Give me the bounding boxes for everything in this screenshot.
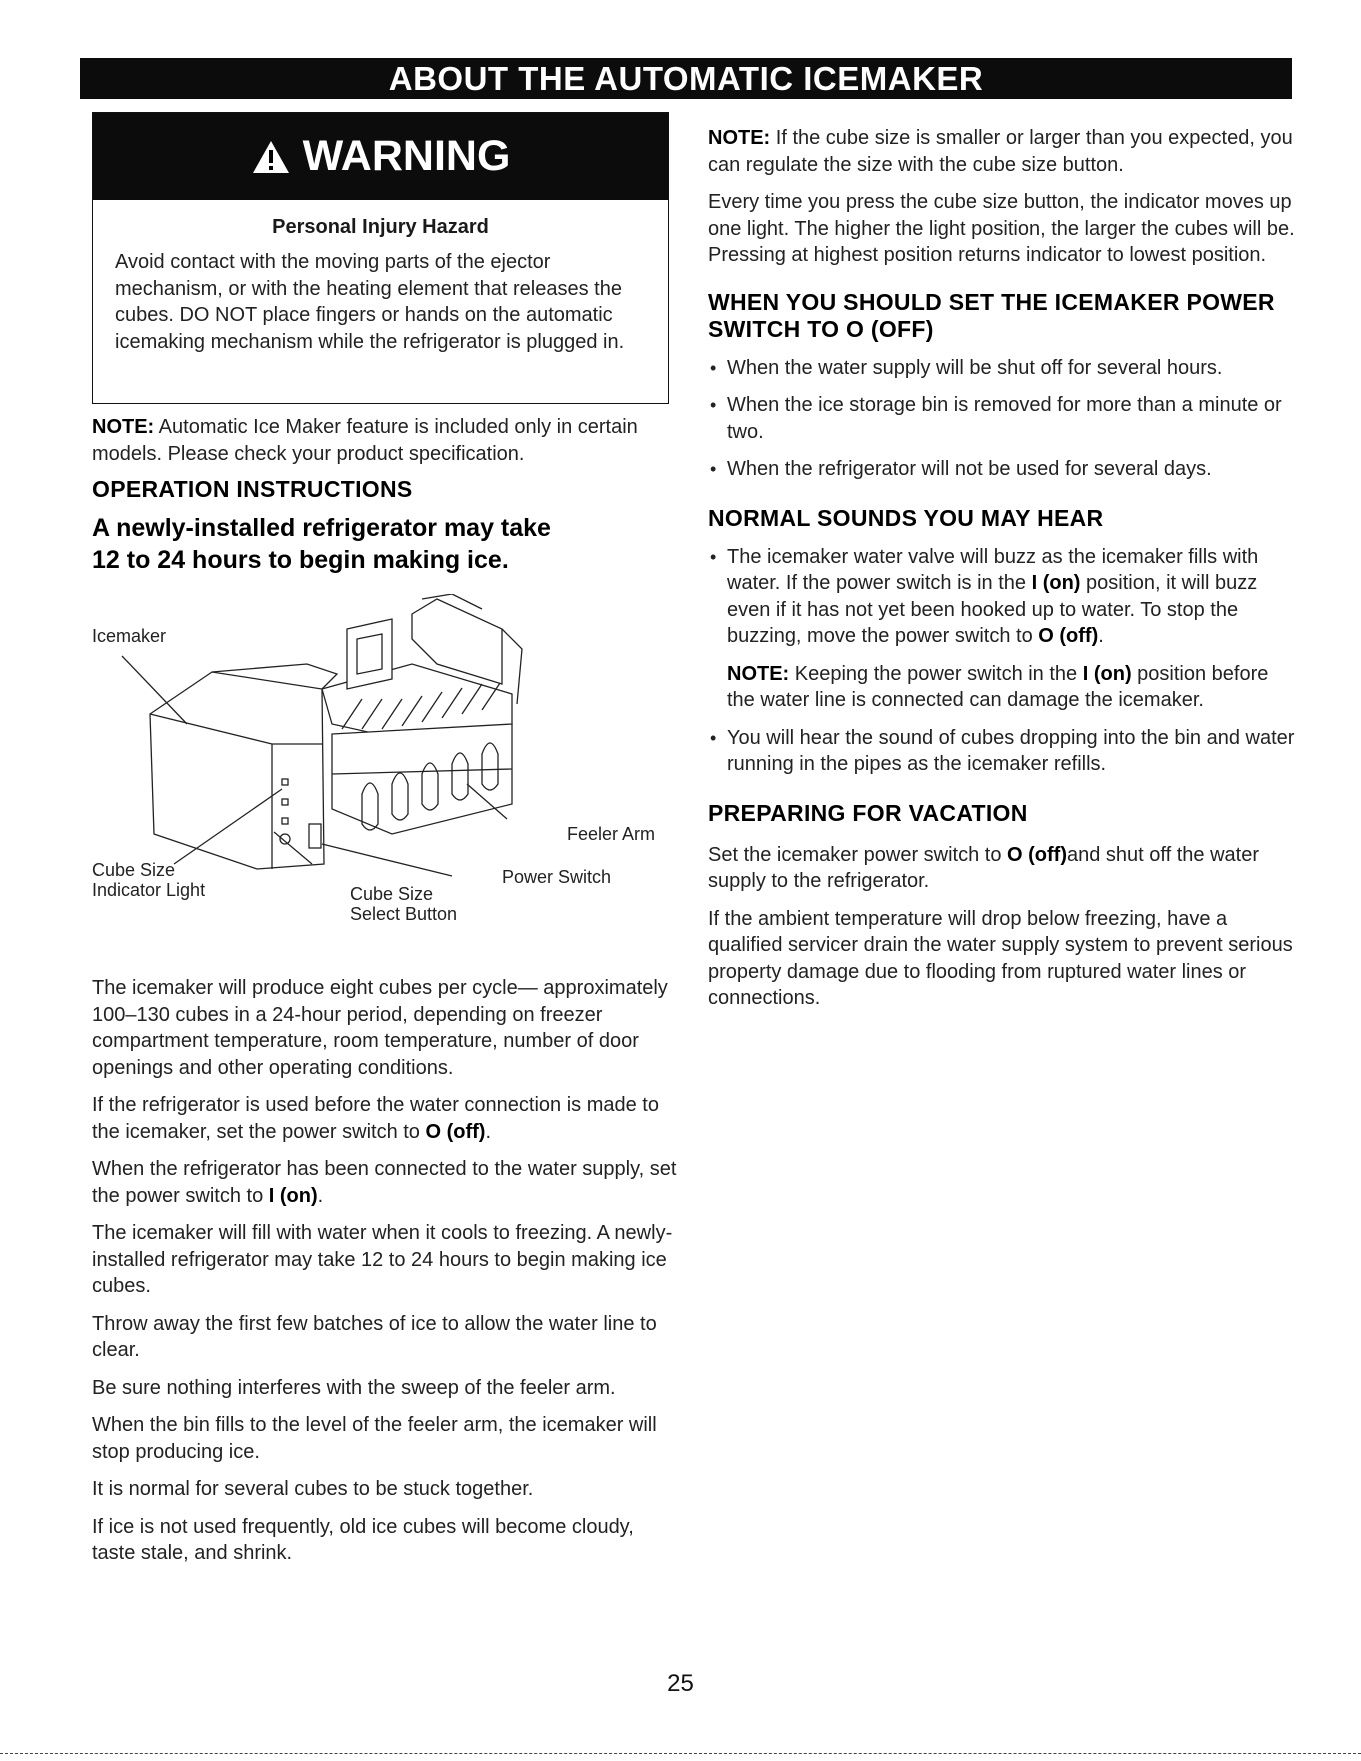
paragraph-fill-water: The icemaker will fill with water when it cools to freezing. A newly-installed refrigerator may take 12 to 24 hours to begin making ice cubes. — [92, 1222, 673, 1297]
paragraph-throw-away: Throw away the first few batches of ice to allow the water line to clear. — [92, 1312, 657, 1361]
warning-subtitle: Personal Injury Hazard — [272, 216, 489, 238]
bottom-divider — [0, 1753, 1361, 1754]
warning-text: Avoid contact with the moving parts of the ejector mechanism, or with the heating element that releases the cubes. DO NOT place fingers or hands on the automatic icemaking mechanism while the refrigerator is plugged in. — [115, 251, 625, 353]
note-label: NOTE: — [92, 416, 155, 438]
right-column — [708, 125, 1298, 1012]
heading-power-switch-off: WHEN YOU SHOULD SET THE ICEMAKER POWER SWITCH TO O (OFF) — [708, 288, 1275, 342]
list-item: • When the ice storage bin is removed for more than a minute or two. — [708, 392, 1298, 445]
warning-triangle-icon — [251, 139, 291, 175]
list-item: • The icemaker water valve will buzz as the icemaker fills with water. If the power switch is in the I (on) position, it will buzz even if it has not yet been hooked up to water. To stop the buzzing, move the power switch to O (off). — [708, 544, 1298, 650]
paragraph-before-water-connection: If the refrigerator is used before the water connection is made to the icemaker, set the power switch to O (off). — [92, 1094, 659, 1143]
icemaker-illustration — [92, 594, 682, 984]
list-item: • You will hear the sound of cubes dropping into the bin and water running in the pipes as the icemaker refills. — [708, 725, 1298, 778]
label-cube-size-indicator-1: Cube Size — [92, 860, 176, 880]
paragraph-feeler-sweep: Be sure nothing interferes with the sweep of the feeler arm. — [92, 1376, 616, 1399]
label-cube-size-select-2: Select Button — [350, 904, 458, 924]
paragraph-bin-fills: When the bin fills to the level of the feeler arm, the icemaker will stop producing ice. — [92, 1414, 657, 1463]
label-power-switch: Power Switch — [502, 867, 612, 887]
paragraph-connected-water: When the refrigerator has been connected to the water supply, set the power switch to I (on). — [92, 1158, 677, 1207]
list-power-off — [708, 355, 1298, 483]
warning-title: WARNING — [302, 132, 511, 180]
label-feeler-arm: Feeler Arm — [567, 824, 656, 844]
heading-vacation: PREPARING FOR VACATION — [708, 799, 1028, 826]
note-text: Automatic Ice Maker feature is included only in certain models. Please check your product specification. — [92, 416, 638, 465]
paragraph-vacation-switch: Set the icemaker power switch to O (off)and shut off the water supply to the refrigerator. — [708, 843, 1259, 892]
page-number: 25 — [667, 1670, 694, 1697]
list-item: • When the water supply will be shut off for several hours. — [708, 355, 1298, 382]
note-automatic-icemaker — [92, 414, 682, 467]
list-item: • When the refrigerator will not be used for several days. — [708, 456, 1298, 483]
warning-header — [93, 113, 668, 200]
paragraph-stuck-together: It is normal for several cubes to be stuck together. — [92, 1478, 534, 1500]
paragraph-cloudy-cubes: If ice is not used frequently, old ice cubes will become cloudy, taste stale, and shrink. — [92, 1515, 634, 1564]
icemaker-diagram — [92, 594, 682, 984]
label-icemaker: Icemaker — [92, 626, 167, 646]
paragraph-cubes-per-cycle: The icemaker will produce eight cubes per cycle— approximately 100–130 cubes in a 24-hour period, depending on freezer compartment temperature, room temperature, number of door openings and other operating conditions. — [92, 977, 668, 1079]
warning-box — [92, 112, 669, 404]
note-power-switch: NOTE: Keeping the power switch in the I (on) position before the water line is connected can damage the icemaker. — [727, 662, 1269, 711]
heading-normal-sounds: NORMAL SOUNDS YOU MAY HEAR — [708, 504, 1104, 531]
paragraph-cube-size-button: Every time you press the cube size button, the indicator moves up one light. The higher the light position, the larger the cubes will be. Pressing at highest position returns indicator to lowest position. — [708, 191, 1295, 266]
operation-subheading: A newly-installed refrigerator may take 12 to 24 hours to begin making ice. — [92, 514, 551, 574]
list-normal-sounds — [708, 544, 1298, 778]
label-cube-size-select-1: Cube Size — [350, 884, 434, 904]
left-column — [92, 112, 682, 1567]
page-banner: ABOUT THE AUTOMATIC ICEMAKER — [80, 58, 1292, 99]
note-cube-size: NOTE: If the cube size is smaller or larger than you expected, you can regulate the size with the cube size button. — [708, 127, 1293, 176]
label-cube-size-indicator-2: Indicator Light — [92, 880, 206, 900]
operation-heading: OPERATION INSTRUCTIONS — [92, 476, 413, 502]
paragraph-freezing-temperature: If the ambient temperature will drop below freezing, have a qualified servicer drain the water supply system to prevent serious property damage due to flooding from ruptured water lines or connections. — [708, 907, 1293, 1009]
